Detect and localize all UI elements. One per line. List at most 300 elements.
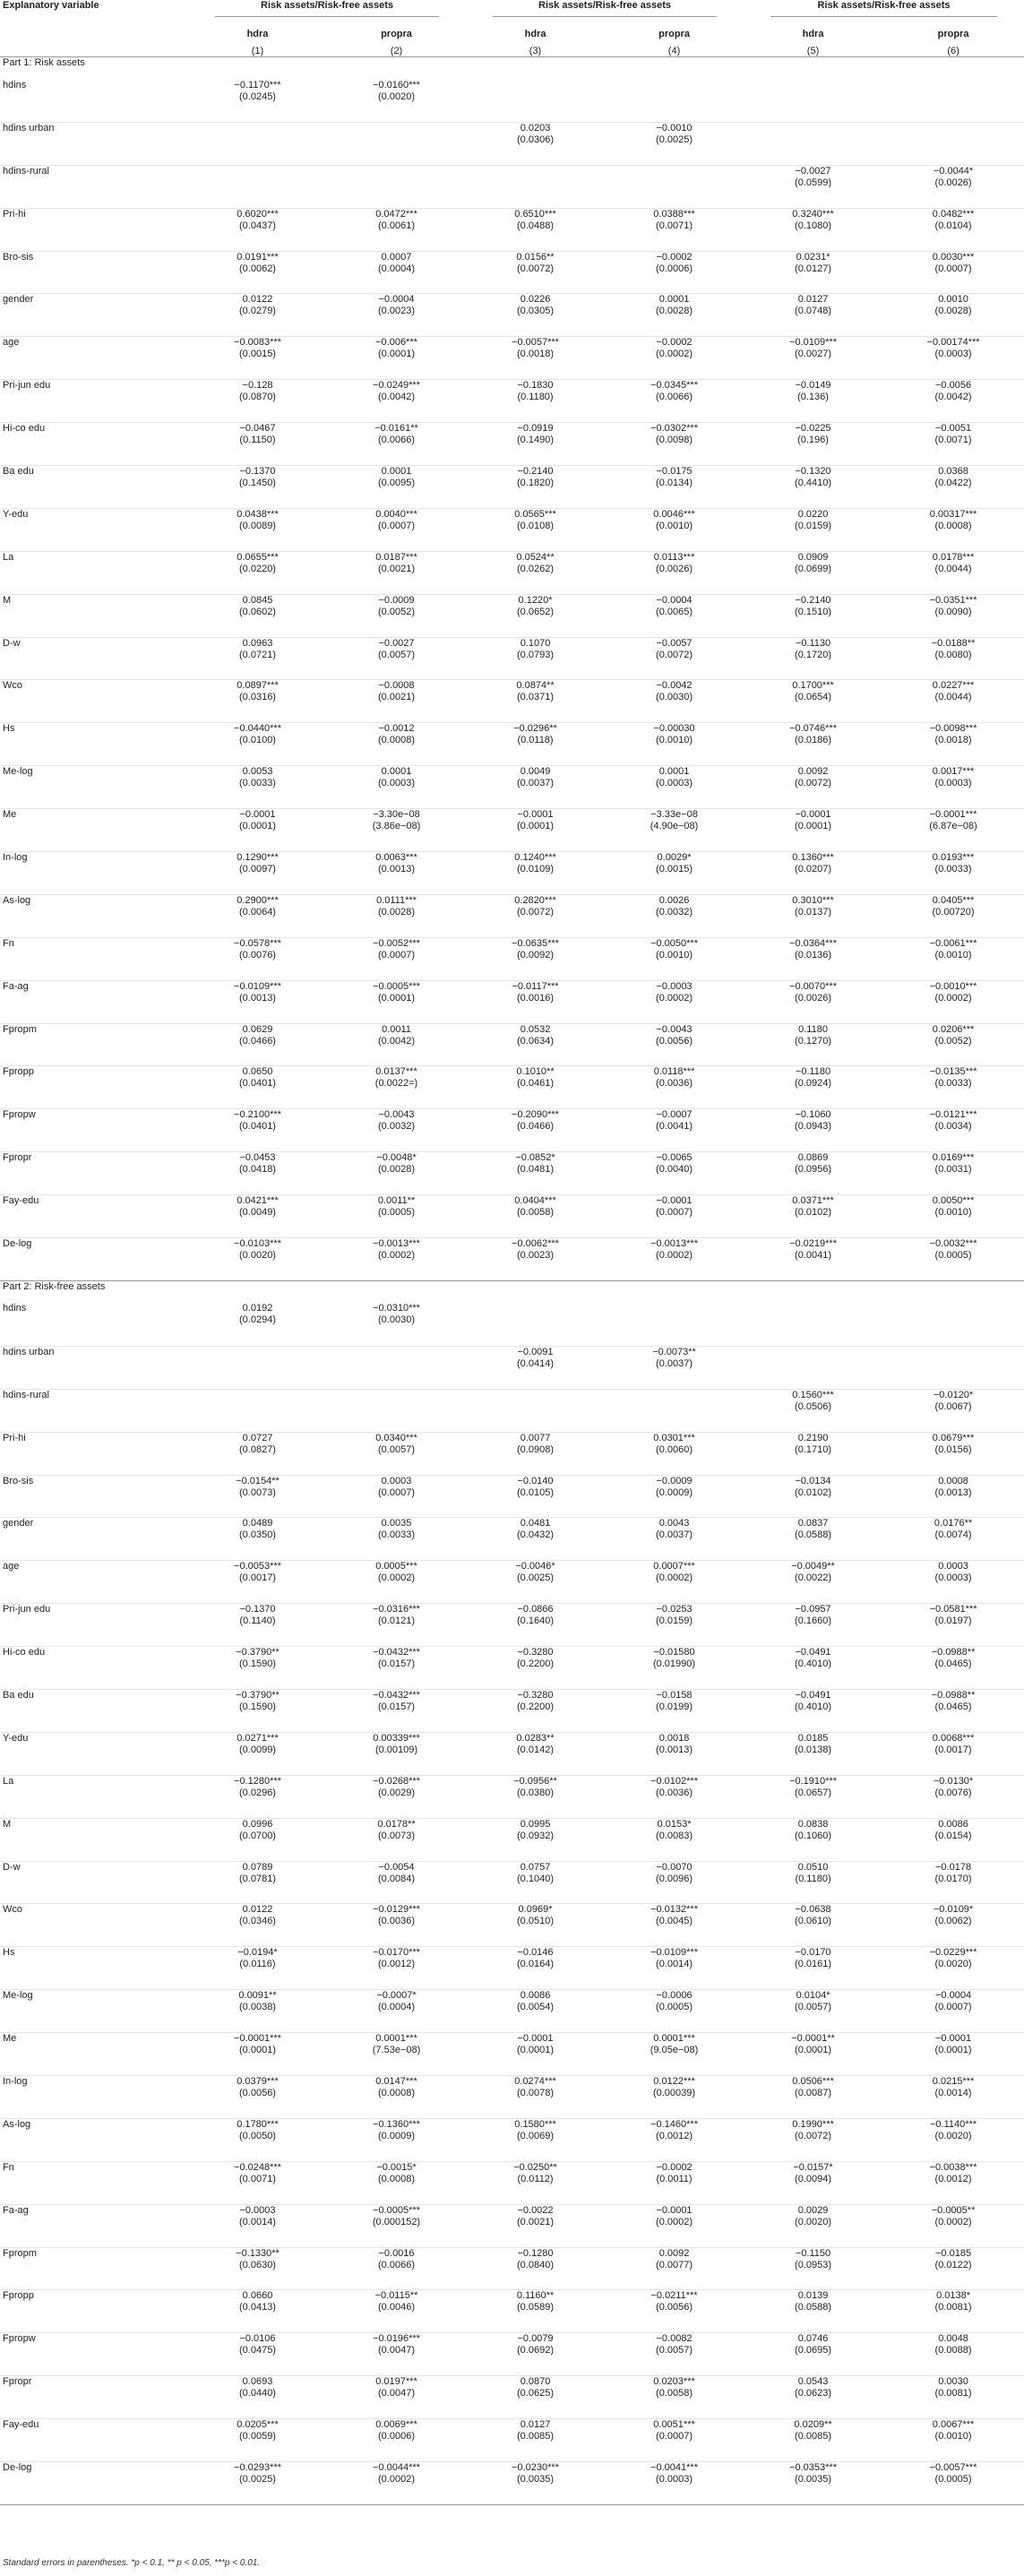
standard-error: (0.0105) [517,1486,554,1498]
coefficient: −0.0057 [656,637,693,649]
standard-error: (9.05e−08) [650,2045,699,2056]
coefficient: 0.0283** [516,1732,555,1744]
standard-error: (0.0007) [378,949,415,961]
table-row [0,2419,1024,2462]
table-cell [188,980,327,1023]
table-cell [188,1518,327,1561]
coefficient: −0.0001 [656,2204,693,2216]
coefficient: 0.0340*** [375,1432,417,1443]
standard-error: (0.0017) [239,1572,276,1584]
table-cell [882,852,1024,895]
coefficient: −0.0102*** [650,1775,698,1787]
standard-error: (0.0001) [239,2045,276,2056]
coefficient: −0.0146 [517,1947,554,1959]
coefficient: −0.2140 [517,466,554,478]
standard-error: (0.0005) [934,1250,972,1262]
table-cell [327,165,466,208]
coefficient: 0.0104* [796,1990,830,2002]
standard-error: (0.0050) [239,2130,276,2141]
table-cell [882,637,1024,680]
standard-error: (0.0003) [934,778,972,789]
coefficient: −0.0160*** [373,79,420,90]
group-header-2-label: Risk assets/Risk-free assets [493,0,717,17]
standard-error: (0.0015) [656,864,693,875]
coefficient: −0.0866 [517,1604,554,1615]
table-cell [327,80,466,123]
table-cell [327,423,466,466]
column-number-2: (2) [327,46,466,57]
standard-error: (0.0047) [378,2388,415,2399]
coefficient: 0.0845 [242,594,273,606]
table-cell [744,1066,882,1109]
table-cell [466,1109,605,1152]
standard-error: (0.0625) [517,2388,554,2399]
standard-error: (0.0100) [239,735,276,746]
standard-error: (0.0003) [378,778,415,789]
row-label: Bro-sis [0,1475,188,1518]
standard-error: (0.0432) [517,1529,554,1541]
table-cell [882,2376,1024,2419]
table-cell [882,723,1024,766]
coefficient: 0.0629 [242,1023,273,1035]
coefficient: 0.0271*** [237,1732,279,1744]
standard-error: (0.0098) [656,435,693,446]
table-cell [188,551,327,594]
coefficient: 0.0092 [658,2247,690,2259]
table-cell [327,1561,466,1604]
coefficient: 0.0489 [242,1518,273,1529]
standard-error: (0.0380) [517,1787,554,1798]
table-cell [466,980,605,1023]
coefficient: 0.0091** [238,1990,277,2002]
standard-error: (0.0032) [378,1121,415,1133]
standard-error: (0.0695) [795,2345,832,2356]
row-label: Me [0,2033,188,2076]
coefficient: 0.0086 [520,1990,551,2002]
standard-error: (0.0137) [795,906,832,918]
row-label: In-log [0,2075,188,2118]
row-label: Fpropr [0,2376,188,2419]
table-cell [882,2461,1024,2504]
coefficient: 0.1010** [516,1066,555,1078]
coefficient: −0.0005** [931,2204,976,2216]
standard-error: (0.0007) [378,1486,415,1498]
standard-error: (0.0001) [795,2045,832,2056]
standard-error: (0.0316) [239,692,276,703]
table-cell [466,1518,605,1561]
coefficient: −0.0211*** [650,2290,698,2302]
standard-error: (0.0005) [378,1207,415,1219]
table-row [0,1389,1024,1432]
standard-error: (0.0510) [517,1916,554,1927]
standard-error: (0.0006) [656,263,693,274]
table-cell [188,80,327,123]
explanatory-variable-header: Explanatory variable [3,0,99,11]
table-cell [605,1518,744,1561]
standard-error: (0.0057) [378,1443,415,1455]
standard-error: (0.0003) [934,1572,972,1584]
table-cell [188,1732,327,1775]
standard-error: (0.0488) [517,220,554,231]
table-cell [744,637,882,680]
coefficient: 0.0010 [938,294,968,306]
table-cell [605,1732,744,1775]
table-cell [188,2290,327,2333]
table-cell [605,594,744,637]
coefficient: −0.0010 [656,122,693,134]
standard-error: (0.0022) [795,1572,832,1584]
standard-error: (0.0602) [239,606,276,617]
standard-error: (0.0306) [517,134,554,145]
coefficient: −0.0009 [656,1475,693,1486]
table-cell [605,1109,744,1152]
table-cell [327,337,466,380]
standard-error: (0.0007) [934,2002,972,2013]
coefficient: 0.0127 [520,2419,551,2431]
table-cell [466,551,605,594]
coefficient: 0.0127 [797,294,829,306]
standard-error: (0.0136) [795,949,832,961]
table-cell [744,852,882,895]
coefficient: −0.0001** [791,2033,835,2045]
coefficient: −0.0103*** [234,1238,281,1250]
standard-error: (0.0793) [517,649,554,660]
row-label: Fa-ag [0,980,188,1023]
table-cell [466,1904,605,1947]
standard-error: (0.0066) [656,392,693,403]
standard-error: (0.0104) [934,220,972,231]
table-cell [466,1990,605,2033]
coefficient: −0.0310*** [373,1303,420,1314]
coefficient: −0.0135*** [929,1066,977,1078]
column-name-6: propra [937,29,969,39]
standard-error: (0.0021) [517,2216,554,2227]
table-cell [744,766,882,809]
coefficient: 0.0169*** [932,1152,975,1164]
coefficient: −0.0956** [513,1775,557,1787]
table-row [0,251,1024,294]
table-cell [327,1990,466,2033]
row-label: Fpropr [0,1152,188,1195]
standard-error: (0.0073) [378,1830,415,1841]
table-cell [327,1346,466,1389]
coefficient: 0.0209** [794,2419,832,2431]
column-name-2: propra [381,29,412,39]
table-cell [882,423,1024,466]
table-cell [605,1389,744,1432]
standard-error: (0.0062) [239,263,276,274]
table-cell [882,2118,1024,2161]
row-label: Y-edu [0,508,188,551]
table-cell [744,80,882,123]
table-cell [466,1561,605,1604]
row-label: hdins-rural [0,1389,188,1432]
coefficient: 0.0001*** [653,2033,695,2045]
coefficient: −0.0043 [378,1109,415,1121]
coefficient: −0.00030 [653,723,695,735]
table-cell [188,1109,327,1152]
table-cell [605,1990,744,2033]
coefficient: 0.0482*** [932,208,975,220]
table-cell [605,2461,744,2504]
table-cell [327,1947,466,1990]
table-row [0,1904,1024,1947]
standard-error: (0.0102) [795,1207,832,1219]
standard-error: (0.4410) [795,478,832,489]
coefficient: 0.0524** [516,551,555,563]
table-cell [605,637,744,680]
standard-error: (0.0028) [378,1164,415,1176]
table-cell [327,1518,466,1561]
standard-error: (0.1820) [517,478,554,489]
coefficient: −0.0002 [656,337,693,349]
table-cell [882,466,1024,509]
column-name-1: hdra [246,29,269,39]
table-cell [188,1023,327,1066]
table-cell [882,594,1024,637]
row-label: Fn [0,2161,188,2204]
group-header-3 [744,0,1024,29]
standard-error: (0.0012) [656,2130,693,2141]
coefficient: 0.0220 [797,508,829,520]
table-cell [188,1152,327,1195]
table-cell [882,766,1024,809]
standard-error: (0.0108) [517,520,554,531]
standard-error: (0.0037) [656,1357,693,1369]
table-cell [882,165,1024,208]
standard-error: (0.0220) [239,563,276,574]
coefficient: 0.0122*** [653,2075,695,2087]
standard-error: (0.0102) [795,1486,832,1498]
row-label: Me [0,809,188,852]
coefficient: 0.1580*** [514,2118,556,2130]
table-cell [605,1689,744,1732]
coefficient: −0.0008 [378,680,415,692]
table-cell [605,2118,744,2161]
coefficient: −0.0957 [795,1604,831,1615]
standard-error: (0.0465) [934,1701,972,1712]
table-cell [327,1238,466,1281]
standard-error: (0.0031) [934,1164,972,1176]
standard-error: (0.0042) [378,392,415,403]
coefficient: −0.0057*** [929,2461,977,2473]
coefficient: 0.0118*** [653,1066,695,1078]
coefficient: 0.2820*** [514,894,556,906]
standard-error: (0.0047) [378,2345,415,2356]
coefficient: 0.0040*** [375,508,417,520]
table-cell [744,1990,882,2033]
coefficient: 0.0178** [377,1818,416,1830]
standard-error: (0.0026) [795,992,832,1004]
table-cell [882,1475,1024,1518]
standard-error: (0.0004) [378,2002,415,2013]
coefficient: −0.0050*** [650,937,698,949]
table-cell [882,2419,1024,2462]
table-row [0,1195,1024,1238]
section-row [0,57,1024,80]
table-cell [605,723,744,766]
table-row [0,1689,1024,1732]
standard-error: (7.53e−08) [372,2045,421,2056]
coefficient: −0.1130 [795,637,831,649]
coefficient: −0.1060 [795,1109,831,1121]
standard-error: (0.0001) [239,821,276,832]
coefficient: −0.0170 [795,1947,831,1959]
coefficient: 0.0746 [797,2333,829,2345]
coefficient: −0.0005*** [373,980,420,992]
standard-error: (0.0058) [517,1207,554,1219]
coefficient: −0.0194* [237,1947,278,1959]
standard-error: (0.0002) [656,992,693,1004]
standard-error: (0.0071) [239,2173,276,2184]
coefficient: −0.0004 [935,1990,972,2002]
table-row [0,1346,1024,1389]
coefficient: 0.0996 [242,1818,273,1830]
coefficient: 0.2190 [797,1432,829,1443]
standard-error: (0.1450) [239,478,276,489]
standard-error: (0.0097) [239,864,276,875]
standard-error: (0.0036) [656,1078,693,1090]
table-cell [466,2075,605,2118]
standard-error: (0.0025) [656,134,693,145]
standard-error: (0.0022=) [374,1078,418,1090]
coefficient: −0.0001 [517,809,554,821]
table-cell [327,1195,466,1238]
coefficient: 0.0092 [797,766,829,778]
table-row [0,466,1024,509]
coefficient: 0.0205*** [237,2419,279,2431]
table-row [0,165,1024,208]
coefficient: 0.0008 [938,1475,968,1486]
table-cell [466,2290,605,2333]
coefficient: 0.1070 [520,637,551,649]
table-cell [466,251,605,294]
table-cell [188,2461,327,2504]
table-cell [744,1647,882,1690]
standard-error: (0.0012) [934,2173,972,2184]
coefficient: −0.3790** [236,1647,280,1658]
coefficient: 0.0011 [382,1023,411,1035]
table-cell [188,337,327,380]
table-cell [188,766,327,809]
table-cell [744,1023,882,1066]
table-cell [744,1861,882,1904]
standard-error: (0.0059) [239,2431,276,2442]
coefficient: −0.0082 [656,2333,693,2345]
header-row-names [0,29,1024,46]
coefficient: −0.0253 [656,1604,693,1615]
standard-error: (0.0054) [517,2002,554,2013]
table-cell [744,937,882,980]
coefficient: −0.0134 [795,1475,831,1486]
standard-error: (0.0099) [239,1744,276,1755]
standard-error: (0.0002) [656,349,693,360]
table-cell [188,1389,327,1432]
standard-error: (0.0623) [795,2388,832,2399]
table-row [0,1432,1024,1475]
coefficient: 0.0007 [381,251,412,263]
coefficient: −0.0157* [793,2161,833,2173]
table-cell [188,1066,327,1109]
table-cell [327,766,466,809]
coefficient: −0.1360*** [373,2118,420,2130]
table-cell [882,208,1024,251]
coefficient: 0.0048 [938,2333,968,2345]
table-cell [188,2419,327,2462]
standard-error: (0.0085) [795,2431,832,2442]
standard-error: (0.0029) [378,1787,415,1798]
coefficient: 0.1160** [516,2290,555,2302]
standard-error: (0.0001) [378,992,415,1004]
coefficient: 0.6510*** [514,208,556,220]
coefficient: −0.0132*** [650,1904,698,1916]
table-cell [882,380,1024,423]
coefficient: −0.0004 [378,294,415,306]
coefficient: 0.0368 [938,466,968,478]
standard-error: (0.0030) [656,692,693,703]
coefficient: −0.0109*** [234,980,281,992]
coefficient: 0.0969* [518,1904,553,1916]
table-cell [744,165,882,208]
coefficient: −0.0016 [378,2247,415,2259]
table-cell [744,2419,882,2462]
coefficient: −0.0001 [656,1195,693,1207]
standard-error: (0.1080) [795,220,832,231]
table-row [0,2118,1024,2161]
table-cell [327,809,466,852]
table-cell [327,2461,466,2504]
standard-error: (0.0610) [795,1916,832,1927]
coefficient: 0.0007*** [653,1561,695,1572]
coefficient: −0.0230*** [512,2461,559,2473]
coefficient: −0.0007 [656,1109,693,1121]
standard-error: (0.0157) [378,1658,415,1670]
table-cell [327,2075,466,2118]
standard-error: (0.0159) [795,520,832,531]
table-cell [327,1861,466,1904]
standard-error: (0.0026) [656,563,693,574]
table-cell [882,937,1024,980]
coefficient: 0.0068*** [932,1732,975,1744]
table-cell [605,1152,744,1195]
coefficient: 0.0206*** [932,1023,975,1035]
coefficient: −0.0178 [935,1861,972,1873]
standard-error: (0.0401) [239,1078,276,1090]
table-row [0,508,1024,551]
coefficient: 0.0532 [520,1023,551,1035]
table-header [0,0,1024,57]
coefficient: −0.0467 [239,423,276,435]
table-cell [327,1904,466,1947]
standard-error: (0.0005) [934,2473,972,2485]
table-row [0,1990,1024,2033]
coefficient: 0.0187*** [375,551,417,563]
table-cell [744,980,882,1023]
coefficient: 0.0838 [797,1818,829,1830]
coefficient: 0.0185 [797,1732,829,1744]
standard-error: (0.0956) [795,1164,832,1176]
standard-error: (0.0035) [795,2473,832,2485]
standard-error: (0.0112) [517,2173,554,2184]
coefficient: 0.0510 [797,1861,829,1873]
standard-error: (0.0721) [239,649,276,660]
table-cell [466,2033,605,2076]
coefficient: 0.0001*** [375,2033,417,2045]
coefficient: −0.0250** [513,2161,557,2173]
coefficient: 0.0650 [242,1066,273,1078]
standard-error: (0.0089) [239,520,276,531]
table-cell [466,1195,605,1238]
